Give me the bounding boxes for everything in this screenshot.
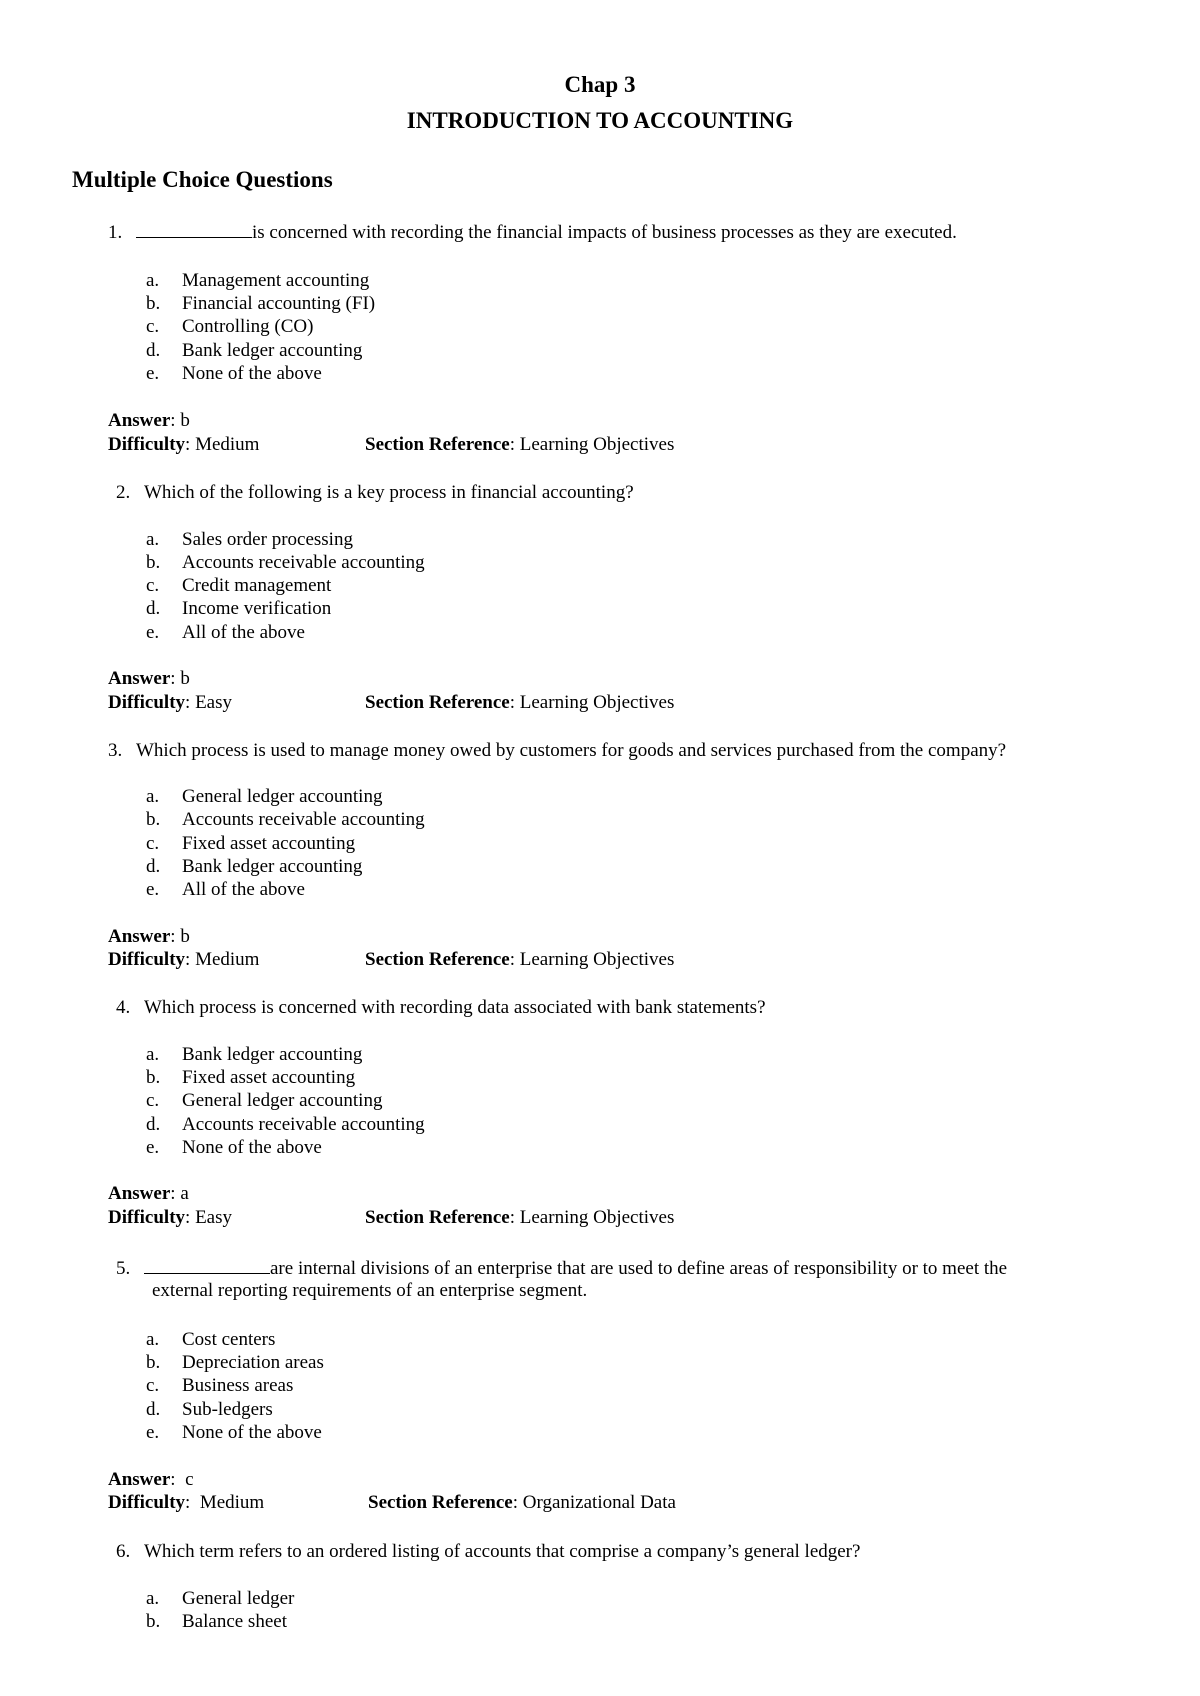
answer-line: Answer: c [108, 1469, 194, 1490]
option-item: b. Accounts receivable accounting [146, 552, 425, 573]
option-item: b. Fixed asset accounting [146, 1067, 356, 1088]
option-item: a. General ledger [146, 1588, 295, 1609]
section-reference-line: Section Reference: Learning Objectives [365, 949, 675, 970]
option-item: c. Fixed asset accounting [146, 833, 356, 854]
question-text: is concerned with recording the financial impacts of business processes as they are executed. [252, 222, 957, 243]
question-number: 3. [108, 740, 123, 761]
document-title: INTRODUCTION TO ACCOUNTING [406, 108, 794, 133]
difficulty-line: Difficulty: Medium [108, 1492, 265, 1513]
question-number: 4. [116, 997, 131, 1018]
answer-line: Answer: b [108, 668, 190, 689]
question-number: 1. [108, 222, 123, 243]
question-text: Which of the following is a key process in financial accounting? [144, 482, 634, 503]
option-item: a. Bank ledger accounting [146, 1044, 363, 1065]
option-item: b. Balance sheet [146, 1611, 287, 1632]
option-item: a. Cost centers [146, 1329, 276, 1350]
option-item: d. Bank ledger accounting [146, 856, 363, 877]
difficulty-line: Difficulty: Medium [108, 949, 260, 970]
question-6 [116, 1540, 1116, 1564]
section-reference-line: Section Reference: Organizational Data [368, 1492, 676, 1513]
answer-blank [144, 1255, 270, 1274]
question-number: 6. [116, 1541, 131, 1562]
question-3 [108, 739, 1108, 763]
option-item: e. None of the above [146, 363, 322, 384]
chapter-heading: Chap 3 [564, 72, 636, 97]
question-text-continued: external reporting requirements of an enterprise segment. [152, 1280, 588, 1301]
section-heading: Multiple Choice Questions [72, 167, 333, 192]
answer-blank [136, 219, 252, 238]
option-item: a. Management accounting [146, 270, 370, 291]
question-2 [116, 481, 1116, 505]
option-item: c. Business areas [146, 1375, 294, 1396]
option-item: c. Credit management [146, 575, 332, 596]
answer-line: Answer: a [108, 1183, 189, 1204]
option-item: e. None of the above [146, 1422, 322, 1443]
answer-line: Answer: b [108, 926, 190, 947]
question-text: are internal divisions of an enterprise that are used to define areas of responsibility or to meet the [270, 1258, 1008, 1279]
question-text: Which process is used to manage money owed by customers for goods and services purchased from the company? [136, 740, 1007, 761]
option-item: e. All of the above [146, 622, 305, 643]
option-item: d. Bank ledger accounting [146, 340, 363, 361]
option-item: d. Income verification [146, 598, 332, 619]
question-4 [116, 996, 1116, 1020]
question-number: 5. [116, 1258, 131, 1279]
difficulty-line: Difficulty: Easy [108, 692, 233, 713]
section-reference-line: Section Reference: Learning Objectives [365, 692, 675, 713]
question-text: Which process is concerned with recording data associated with bank statements? [144, 997, 766, 1018]
option-item: d. Sub-ledgers [146, 1399, 273, 1420]
option-item: c. Controlling (CO) [146, 316, 314, 337]
option-item: d. Accounts receivable accounting [146, 1114, 425, 1135]
answer-line: Answer: b [108, 410, 190, 431]
question-5 [116, 1255, 1116, 1281]
section-reference-line: Section Reference: Learning Objectives [365, 1207, 675, 1228]
question-number: 2. [116, 482, 131, 503]
option-item: e. All of the above [146, 879, 305, 900]
option-item: b. Depreciation areas [146, 1352, 324, 1373]
section-reference-line: Section Reference: Learning Objectives [365, 434, 675, 455]
question-1 [108, 219, 1108, 245]
question-text: Which term refers to an ordered listing of accounts that comprise a company’s general ledger? [144, 1541, 861, 1562]
option-item: b. Financial accounting (FI) [146, 293, 376, 314]
option-item: b. Accounts receivable accounting [146, 809, 425, 830]
difficulty-line: Difficulty: Medium [108, 434, 260, 455]
option-item: a. Sales order processing [146, 529, 353, 550]
option-item: c. General ledger accounting [146, 1090, 383, 1111]
difficulty-line: Difficulty: Easy [108, 1207, 233, 1228]
option-item: a. General ledger accounting [146, 786, 383, 807]
option-item: e. None of the above [146, 1137, 322, 1158]
